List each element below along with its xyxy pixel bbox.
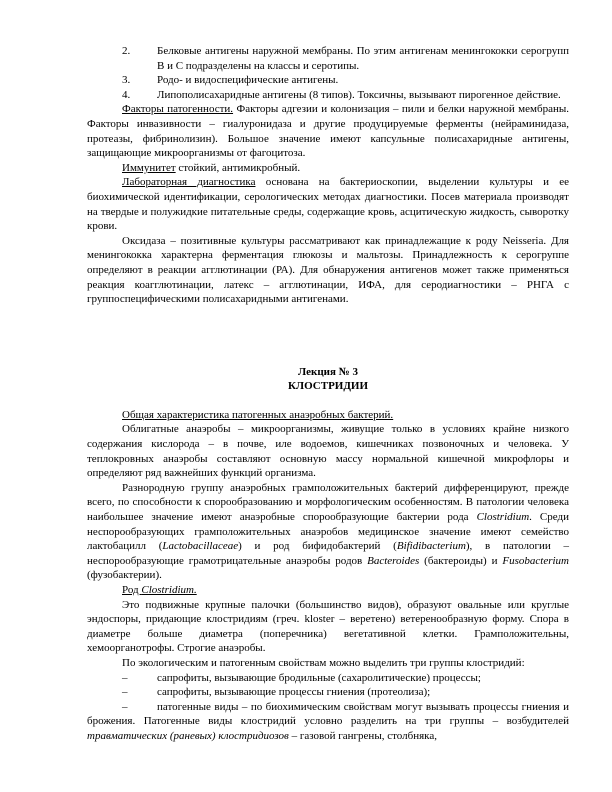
list-item-2	[87, 44, 569, 73]
pathogenicity-paragraph	[87, 102, 569, 160]
immunity-paragraph	[87, 161, 569, 176]
general-heading-text: Общая характеристика патогенных анаэробных бактерий.	[122, 408, 394, 421]
lab-diagnostics-paragraph	[87, 175, 569, 233]
group-item-2	[87, 685, 569, 700]
genus-bacteroides: Bacteroides	[367, 554, 420, 567]
text-run: . Среди неспорообразующих грамположительных анаэробов медицинское значение имеют семейство лактобацилл (	[87, 511, 569, 553]
list-number: 2.	[122, 45, 131, 57]
list-text: Липополисахаридные антигены (8 типов). Токсичны, вызывают пирогенное действие.	[157, 88, 561, 101]
genus-fusobacterium: Fusobacterium	[502, 554, 569, 567]
list-text: Белковые антигены наружной мембраны. По этим антигенам менингококки серогрупп B и C подразделены на классы и серотипы.	[157, 45, 569, 72]
text-run: ), в патологии – неспорообразующие грамотрицательные анаэробы родов	[87, 540, 569, 567]
text-run: (фузобактерии).	[87, 569, 162, 582]
list-item-4	[87, 88, 569, 103]
traumatic-clostridioses: травматических (раневых) клостридиозов	[87, 729, 289, 742]
pathogenicity-text: Факторы адгезии и колонизация – пили и белки наружной мембраны. Факторы инвазивности – гиалуронидаза и другие продуцируемые ферменты (нейраминидаза, протеазы, фибринолизин). Большое значение имеют капсульные полисахаридные антигены, защищающие микроорганизмы от фагоцитоза.	[87, 103, 569, 160]
dash-marker: –	[122, 700, 128, 713]
general-heading	[87, 408, 569, 423]
dash-marker: –	[122, 686, 128, 699]
immunity-text: стойкий, антимикробный.	[175, 161, 301, 174]
rods-paragraph: Это подвижные крупные палочки (большинство видов), образуют овальные или круглые эндоспоры, придающие клостридиям (греч. kloster – веретено) ветеренообразную форму. Спора в диаметре больше диаметра (поперечника) вегетативной клетки. Грамположительны, хемоорганотрофы. Строгие анаэробы.	[87, 598, 569, 655]
genus-name: Clostridium.	[141, 584, 197, 596]
genus-label: Род	[122, 584, 142, 596]
pathogenicity-label: Факторы патогенности.	[122, 103, 234, 116]
genus-heading-underlined	[122, 584, 197, 596]
groups-intro: По экологическим и патогенным свойствам можно выделить три группы клостридий:	[122, 656, 525, 669]
group-item-3	[87, 700, 569, 744]
list-number: 3.	[122, 74, 131, 87]
immunity-label: Иммунитет	[122, 161, 176, 174]
text-run: ) и род бифидобактерий (	[238, 540, 397, 553]
group-text: сапрофиты, вызывающие процессы гниения (протеолиза);	[157, 686, 431, 699]
lecture-title: КЛОСТРИДИИ	[287, 380, 369, 393]
dash-marker: –	[122, 671, 128, 684]
text-run: патогенные виды – по биохимическим свойствам могут вызывать процессы гниения и брожения. Патогенные виды клостридий условно разделить на три группы – возбудителей	[87, 700, 569, 728]
diverse-group-paragraph	[87, 481, 569, 583]
obligate-paragraph: Облигатные анаэробы – микроорганизмы, живущие только в условиях крайне низкого содержания кислорода – в почве, иле водоемов, кишечниках позвоночных и человека. У теплокровных анаэробы составляют основную массу нормальной кишечной микрофлоры и определяют ряд важнейших функций организма.	[87, 423, 569, 480]
list-text: Родо- и видоспецифические антигены.	[157, 74, 339, 87]
list-number: 4.	[122, 88, 131, 101]
list-item-3	[87, 73, 569, 88]
genus-bifidibacterium: Bifidibacterium	[396, 540, 466, 553]
section-spacer	[87, 307, 569, 365]
lab-diagnostics-label: Лабораторная диагностика	[122, 176, 256, 189]
lecture-number: Лекция № 3	[297, 365, 359, 378]
text-run: – газовой гангрены, столбняка,	[288, 729, 437, 742]
group-text: сапрофиты, вызывающие бродильные (сахаролитические) процессы;	[157, 671, 481, 684]
family-lactobacillaceae: Lactobacillaceae	[162, 540, 239, 553]
text-run: (бактероиды) и	[419, 554, 503, 567]
oxidase-paragraph: Оксидаза – позитивные культуры рассматривают как принадлежащие к роду Neisseria. Для менингококка характерна ферментация глюкозы и мальтозы. Принадлежность к серогруппе определяют в реакции агглютинации (РА). Для обнаружения антигенов может также применяться реакция коагглютинации, латекс – агглютинации, ИФА, для серодиагностики – РНГА с группоспецифическими полисахаридными антигенами.	[87, 234, 569, 306]
document-page	[87, 44, 569, 744]
section-spacer	[87, 394, 569, 408]
text-run: Разнородную группу анаэробных грамположительных бактерий дифференцируют, прежде всего, по способности к спорообразованию и морфологическим особенностям. В патологии человека наибольшее значение имеют анаэробные спорообразующие бактерии рода	[87, 481, 569, 524]
lab-diagnostics-text: основана на бактериоскопии, выделении культуры и ее биохимической идентификации, серологических методах диагностики. Посев материала производят на твердые и полужидкие питательные среды, содержащие кровь, асцитическую жидкость, сыворотку крови.	[87, 176, 569, 233]
group-item-1	[87, 671, 569, 686]
genus-clostridium: Clostridium	[476, 511, 530, 524]
genus-heading	[87, 583, 569, 598]
